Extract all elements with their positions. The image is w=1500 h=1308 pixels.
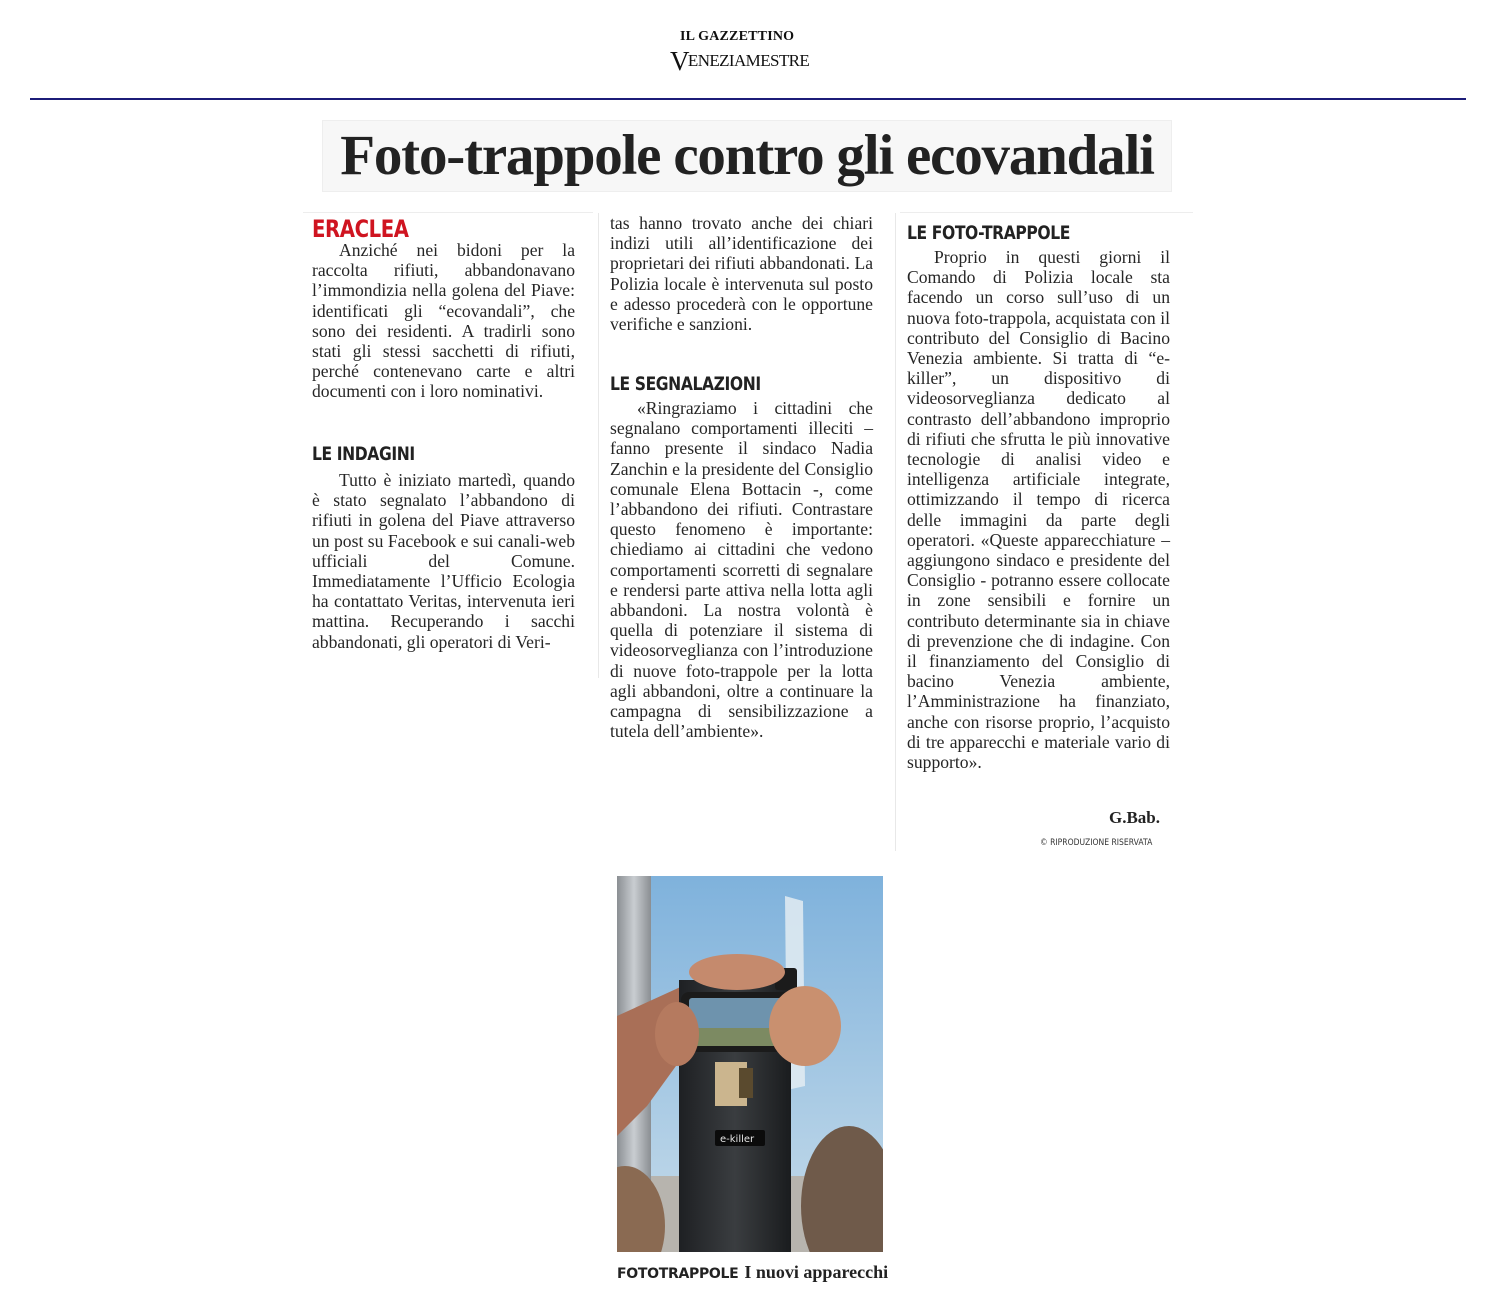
caption-tag: FOTOTRAPPOLE bbox=[617, 1266, 739, 1282]
masthead bbox=[660, 26, 840, 76]
segnalazioni-paragraph: «Ringraziamo i cittadini che segnalano comportamenti illeciti – fanno presente il sindaco Nadia Zanchin e la presidente del Consiglio comunale Elena Bottacin -, come l’abbandono dei rifiuti. Contrastare questo fenomeno è importante: chiediamo ai cittadini che vedono comportamenti scorretti di segnalare e rendersi parte attiva nella lotta agli abbandoni. La nostra volontà è quella di potenziare il sistema di videosorveglianza con l’introduzione di nuove foto-trappole per la lotta agli abbandoni, oltre a continuare la campagna di sensibilizzazione a tutela dell’ambiente». bbox=[610, 398, 873, 742]
photo-illustration bbox=[617, 876, 883, 1252]
subhead-segnalazioni: LE SEGNALAZIONI bbox=[610, 373, 761, 395]
foto-trappole-paragraph: Proprio in questi giorni il Comando di Polizia locale sta facendo un corso sull’uso di un nuova foto-trappola, acquistata con il contributo del Consiglio di Bacino Venezia ambiente. Si tratta di “e-killer”, un dispositivo di videosorveglianza dedicato al contrasto dell’abbandono improprio di rifiuti che sfrutta le più innovative tecnologie di analisi video e intelligenza artificiale integrate, ottimizzando il tempo di ricerca delle immagini da parte degli operatori. «Queste apparecchiature – aggiungono sindaco e presidente del Consiglio - potranno essere collocate in zone sensibili e fornire un contributo determinante sia in chiave di prevenzione che di indagine. Con il finanziamento del Consiglio di bacino Venezia ambiente, l’Amministrazione ha finanziato, anche con risorse proprio, l’acquisto di tre apparecchi e materiale vario di supporto». bbox=[907, 247, 1170, 773]
column-2 bbox=[610, 213, 873, 334]
section-kicker: ERACLEA bbox=[312, 215, 409, 243]
article-photo bbox=[617, 876, 883, 1252]
column-1-body bbox=[312, 470, 575, 652]
indagini-paragraph: Tutto è iniziato martedì, quando è stato segnalato l’abbandono di rifiuti in golena del Piave attraverso un post su Facebook e sui canali-web ufficiali del Comune. Immediatamente l’Ufficio Ecologia ha contattato Veritas, intervenuta ieri mattina. Recuperando i sacchi abbandonati, gli operatori di Veri- bbox=[312, 470, 575, 652]
column-2-body bbox=[610, 398, 873, 741]
author-signature: G.Bab. bbox=[1109, 808, 1161, 827]
masthead-edition-initial: V bbox=[670, 46, 689, 76]
column-1 bbox=[312, 240, 575, 402]
continuation-paragraph: tas hanno trovato anche dei chiari indizi utili all’identificazione dei proprietari dei rifiuti abbandonati. La Polizia locale è intervenuta sul posto e adesso procederà con le opportune verifiche e sanzioni. bbox=[610, 213, 873, 335]
copyright-notice: © RIPRODUZIONE RISERVATA bbox=[1040, 838, 1153, 848]
photo-caption bbox=[617, 1262, 888, 1283]
subhead-foto-trappole: LE FOTO-TRAPPOLE bbox=[907, 222, 1071, 244]
masthead-edition bbox=[670, 42, 810, 76]
column-divider-1 bbox=[598, 213, 599, 678]
column-top-rule-3 bbox=[900, 212, 1193, 213]
masthead-title: IL GAZZETTINO bbox=[680, 29, 795, 44]
column-divider-2 bbox=[895, 213, 896, 851]
subhead-indagini: LE INDAGINI bbox=[312, 443, 415, 465]
column-top-rule-1 bbox=[303, 212, 593, 213]
column-3 bbox=[907, 247, 1170, 772]
masthead-edition-rest: ENEZIAMESTRE bbox=[687, 51, 810, 70]
headline: Foto-trappole contro gli ecovandali bbox=[322, 120, 1172, 192]
device-label: e-killer bbox=[720, 1134, 755, 1145]
intro-paragraph: Anziché nei bidoni per la raccolta rifiuti, abbandonavano l’immondizia nella golena del Piave: identificati gli “ecovandali”, che sono dei residenti. A tradirli sono stati gli stessi sacchetti di rifiuti, perché contenevano carte e altri documenti con i loro nominativi. bbox=[312, 240, 575, 402]
caption-text: I nuovi apparecchi bbox=[744, 1262, 889, 1282]
masthead-rule bbox=[30, 98, 1466, 100]
